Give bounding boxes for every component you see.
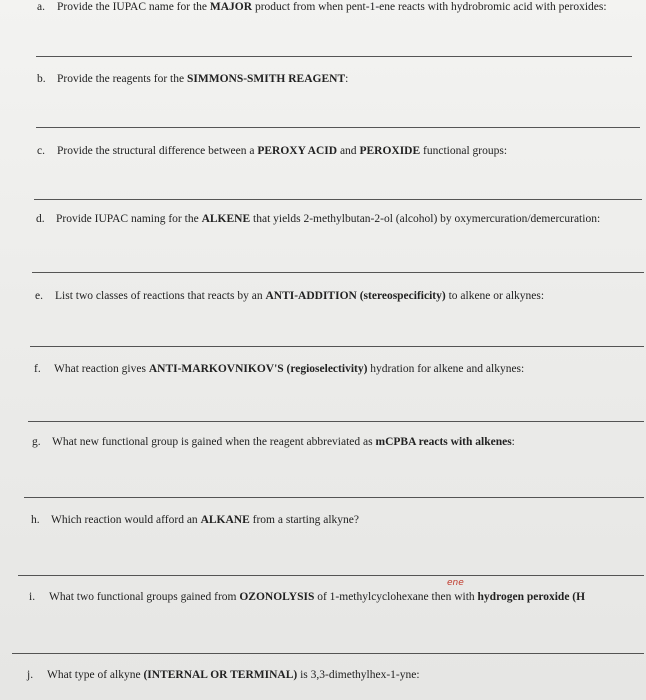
question-text: : [345,73,349,85]
handwritten-annotation: ene [447,578,464,588]
question-bold: (INTERNAL OR TERMINAL) [143,669,298,681]
question-letter: j. [27,669,34,681]
question-letter: i. [29,591,36,603]
question-text: What new functional group is gained when the reagent abbreviated as [52,436,376,448]
question-letter: f. [34,363,41,375]
question-text: : [511,436,515,448]
question-c [37,144,507,158]
answer-line-d[interactable] [32,272,644,273]
question-text: hydration for alkene and alkynes: [367,363,525,375]
question-d [36,212,600,226]
question-bold: ALKANE [200,514,250,526]
question-bold: PEROXY ACID [257,145,338,157]
answer-line-c[interactable] [34,199,642,200]
question-j [27,668,420,682]
question-letter: e. [35,290,43,302]
question-text: and [337,145,360,157]
question-text: Provide IUPAC naming for the [56,213,202,225]
question-letter: a. [37,1,45,13]
answer-line-g[interactable] [24,497,644,498]
question-text: What type of alkyne [47,669,144,681]
question-h [31,513,359,527]
question-text: that yields 2-methylbutan-2-ol (alcohol) by oxymercuration/demercuration: [250,213,601,225]
question-e [35,289,544,303]
question-bold: MAJOR [209,1,253,13]
question-letter: h. [31,514,40,526]
question-text: What reaction gives [54,363,149,375]
answer-line-f[interactable] [28,421,644,422]
question-b [37,72,348,86]
question-f [34,362,524,376]
question-bold: SIMMONS-SMITH REAGENT [186,73,346,85]
answer-line-a[interactable] [36,56,632,57]
question-text: to alkene or alkynes: [445,290,545,302]
question-text: What two functional groups gained from [49,591,240,603]
question-text: is 3,3-dimethylhex-1-yne: [297,669,420,681]
question-letter: c. [37,145,45,157]
question-text: functional groups: [420,145,508,157]
question-text: Which reaction would afford an [51,514,201,526]
question-i [29,590,585,604]
question-text: List two classes of reactions that reacts by an [55,290,266,302]
question-text: of 1-methylcyclohexane then with [314,591,478,603]
question-text: Provide the IUPAC name for the [57,1,210,13]
question-bold: mCPBA reacts with alkenes [375,436,512,448]
question-text: Provide the structural difference between a [57,145,258,157]
question-letter: d. [36,213,45,225]
answer-line-e[interactable] [30,346,644,347]
question-bold: ANTI-ADDITION (stereospecificity) [265,290,446,302]
answer-line-b[interactable] [36,127,640,128]
question-text: Provide the reagents for the [57,73,187,85]
question-bold: hydrogen peroxide (H [477,591,586,603]
question-letter: g. [32,436,41,448]
question-bold: ANTI-MARKOVNIKOV'S (regioselectivity) [148,363,368,375]
question-text: product from when pent-1-ene reacts with hydrobromic acid with peroxides: [252,1,607,13]
question-bold: OZONOLYSIS [239,591,315,603]
answer-line-h[interactable] [18,575,644,576]
question-bold: PEROXIDE [359,145,421,157]
question-letter: b. [37,73,46,85]
question-bold: ALKENE [201,213,251,225]
question-a [37,0,607,14]
answer-line-i[interactable] [12,653,644,654]
question-g [32,435,515,449]
question-text: from a starting alkyne? [249,514,359,526]
